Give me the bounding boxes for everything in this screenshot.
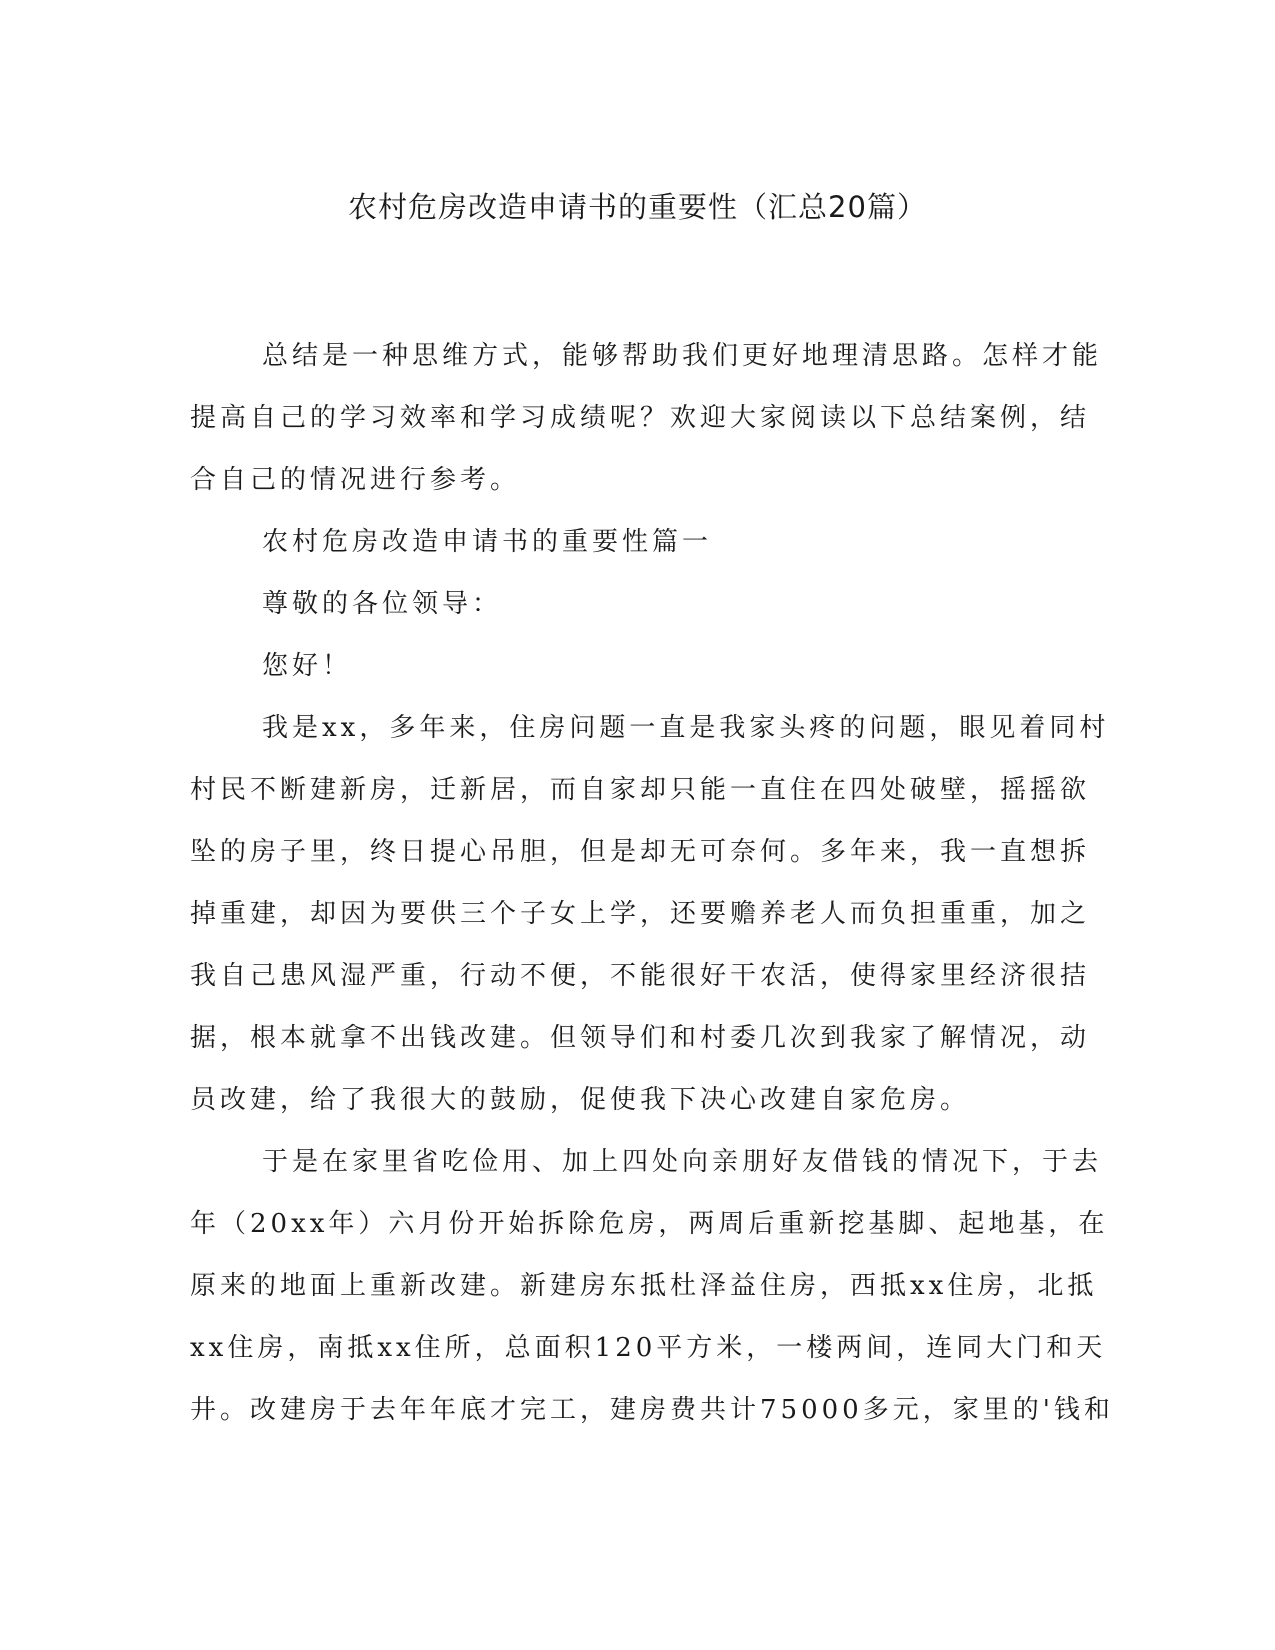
text-line: 据，根本就拿不出钱改建。但领导们和村委几次到我家了解情况，动 [190, 1023, 1091, 1053]
text-line: 井。改建房于去年年底才完工，建房费共计75000多元，家里的'钱和 [190, 1395, 1114, 1425]
document-body [190, 325, 1114, 1441]
text-line: 年（20xx年）六月份开始拆除危房，两周后重新挖基脚、起地基，在 [190, 1209, 1109, 1239]
greeting: 您好！ [262, 651, 353, 681]
text-line: 坠的房子里，终日提心吊胆，但是却无可奈何。多年来，我一直想拆 [190, 837, 1091, 867]
text-line: 我是xx，多年来，住房问题一直是我家头疼的问题，眼见着同村 [262, 713, 1110, 743]
text-line: 员改建，给了我很大的鼓励，促使我下决心改建自家危房。 [190, 1085, 971, 1115]
text-line: 我自己患风湿严重，行动不便，不能很好干农活，使得家里经济很拮 [190, 961, 1091, 991]
text-line: 提高自己的学习效率和学习成绩呢？欢迎大家阅读以下总结案例，结 [190, 403, 1091, 433]
salutation: 尊敬的各位领导： [262, 589, 503, 619]
document-title: 农村危房改造申请书的重要性（汇总20篇） [348, 190, 927, 224]
text-line: 村民不断建新房，迁新居，而自家却只能一直住在四处破壁，摇摇欲 [190, 775, 1091, 805]
text-line: xx住房，南抵xx住所，总面积120平方米，一楼两间，连同大门和天 [190, 1333, 1107, 1363]
section-heading: 农村危房改造申请书的重要性篇一 [262, 527, 713, 557]
text-line: 于是在家里省吃俭用、加上四处向亲朋好友借钱的情况下，于去 [262, 1147, 1103, 1177]
text-line: 合自己的情况进行参考。 [190, 465, 521, 495]
text-line: 总结是一种思维方式，能够帮助我们更好地理清思路。怎样才能 [262, 341, 1103, 371]
text-line: 原来的地面上重新改建。新建房东抵杜泽益住房，西抵xx住房，北抵 [190, 1271, 1098, 1301]
text-line: 掉重建，却因为要供三个子女上学，还要赡养老人而负担重重，加之 [190, 899, 1091, 929]
